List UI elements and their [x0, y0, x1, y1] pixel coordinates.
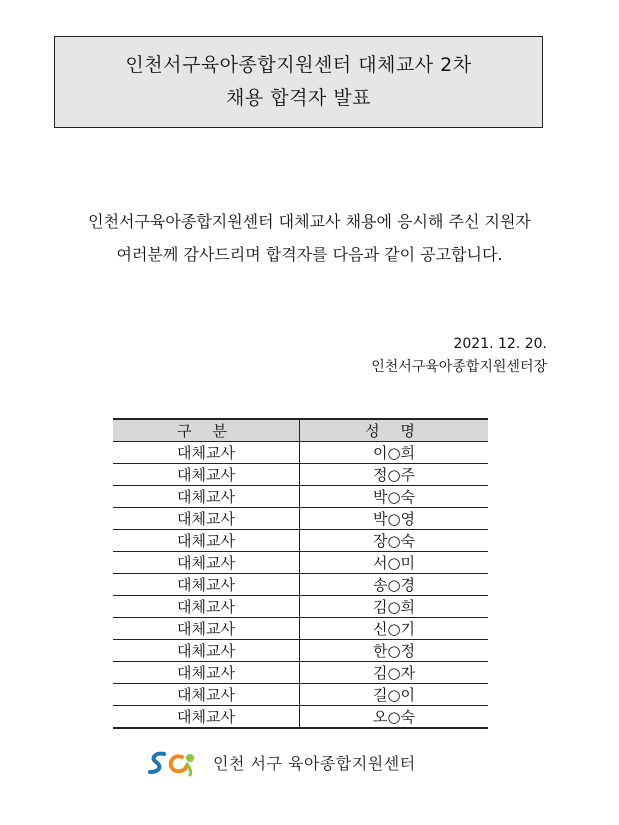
- category-cell: 대체교사: [113, 640, 300, 662]
- category-cell: 대체교사: [113, 684, 300, 706]
- center-logo-icon: [146, 748, 206, 778]
- table-row: [113, 552, 488, 574]
- table-row: [113, 662, 488, 684]
- category-cell: 대체교사: [113, 574, 300, 596]
- category-cell: 대체교사: [113, 508, 300, 530]
- footer-org-name: 인천 서구 육아종합지원센터: [213, 754, 416, 773]
- table-row: [113, 574, 488, 596]
- category-cell: 대체교사: [113, 486, 300, 508]
- category-cell: 대체교사: [113, 442, 300, 464]
- category-cell: 대체교사: [113, 530, 300, 552]
- category-cell: 대체교사: [113, 662, 300, 684]
- intro-line-1: 인천서구육아종합지원센터 대체교사 채용에 응시해 주신 지원자: [88, 212, 531, 231]
- applicant-name-cell: 김○자: [300, 662, 489, 684]
- issuer-name: 인천서구육아종합지원센터장: [371, 359, 547, 375]
- applicant-name-cell: 서○미: [300, 552, 489, 574]
- table-row: [113, 464, 488, 486]
- table-row: [113, 508, 488, 530]
- category-cell: 대체교사: [113, 596, 300, 618]
- applicant-name-cell: 오○숙: [300, 706, 489, 729]
- table-row: [113, 618, 488, 640]
- applicant-name-cell: 송○경: [300, 574, 489, 596]
- category-cell: 대체교사: [113, 618, 300, 640]
- title-line-2: 채용 합격자 발표: [225, 87, 372, 109]
- table-row: [113, 486, 488, 508]
- table-row: [113, 640, 488, 662]
- table-body: [113, 442, 488, 729]
- table-row: [113, 530, 488, 552]
- applicant-name-cell: 김○희: [300, 596, 489, 618]
- announcement-date: 2021. 12. 20.: [453, 336, 547, 352]
- successful-applicants-table: [113, 418, 488, 729]
- intro-line-2: 여러분께 감사드리며 합격자를 다음과 같이 공고합니다.: [116, 245, 503, 264]
- table-row: [113, 596, 488, 618]
- table-row: [113, 706, 488, 729]
- applicant-name-cell: 한○정: [300, 640, 489, 662]
- header-category: 구 분: [113, 419, 300, 442]
- applicant-name-cell: 장○숙: [300, 530, 489, 552]
- applicant-name-cell: 신○기: [300, 618, 489, 640]
- title-line-1: 인천서구육아종합지원센터 대체교사 2차: [125, 54, 472, 76]
- applicant-name-cell: 길○이: [300, 684, 489, 706]
- applicant-name-cell: 이○희: [300, 442, 489, 464]
- table-row: [113, 684, 488, 706]
- table-row: [113, 442, 488, 464]
- applicant-name-cell: 정○주: [300, 464, 489, 486]
- category-cell: 대체교사: [113, 706, 300, 729]
- category-cell: 대체교사: [113, 552, 300, 574]
- applicant-name-cell: 박○숙: [300, 486, 489, 508]
- applicant-name-cell: 박○영: [300, 508, 489, 530]
- table-header-row: [113, 419, 488, 442]
- category-cell: 대체교사: [113, 464, 300, 486]
- title-box: [54, 36, 543, 128]
- intro-paragraph: [20, 205, 599, 271]
- header-name: 성 명: [300, 419, 489, 442]
